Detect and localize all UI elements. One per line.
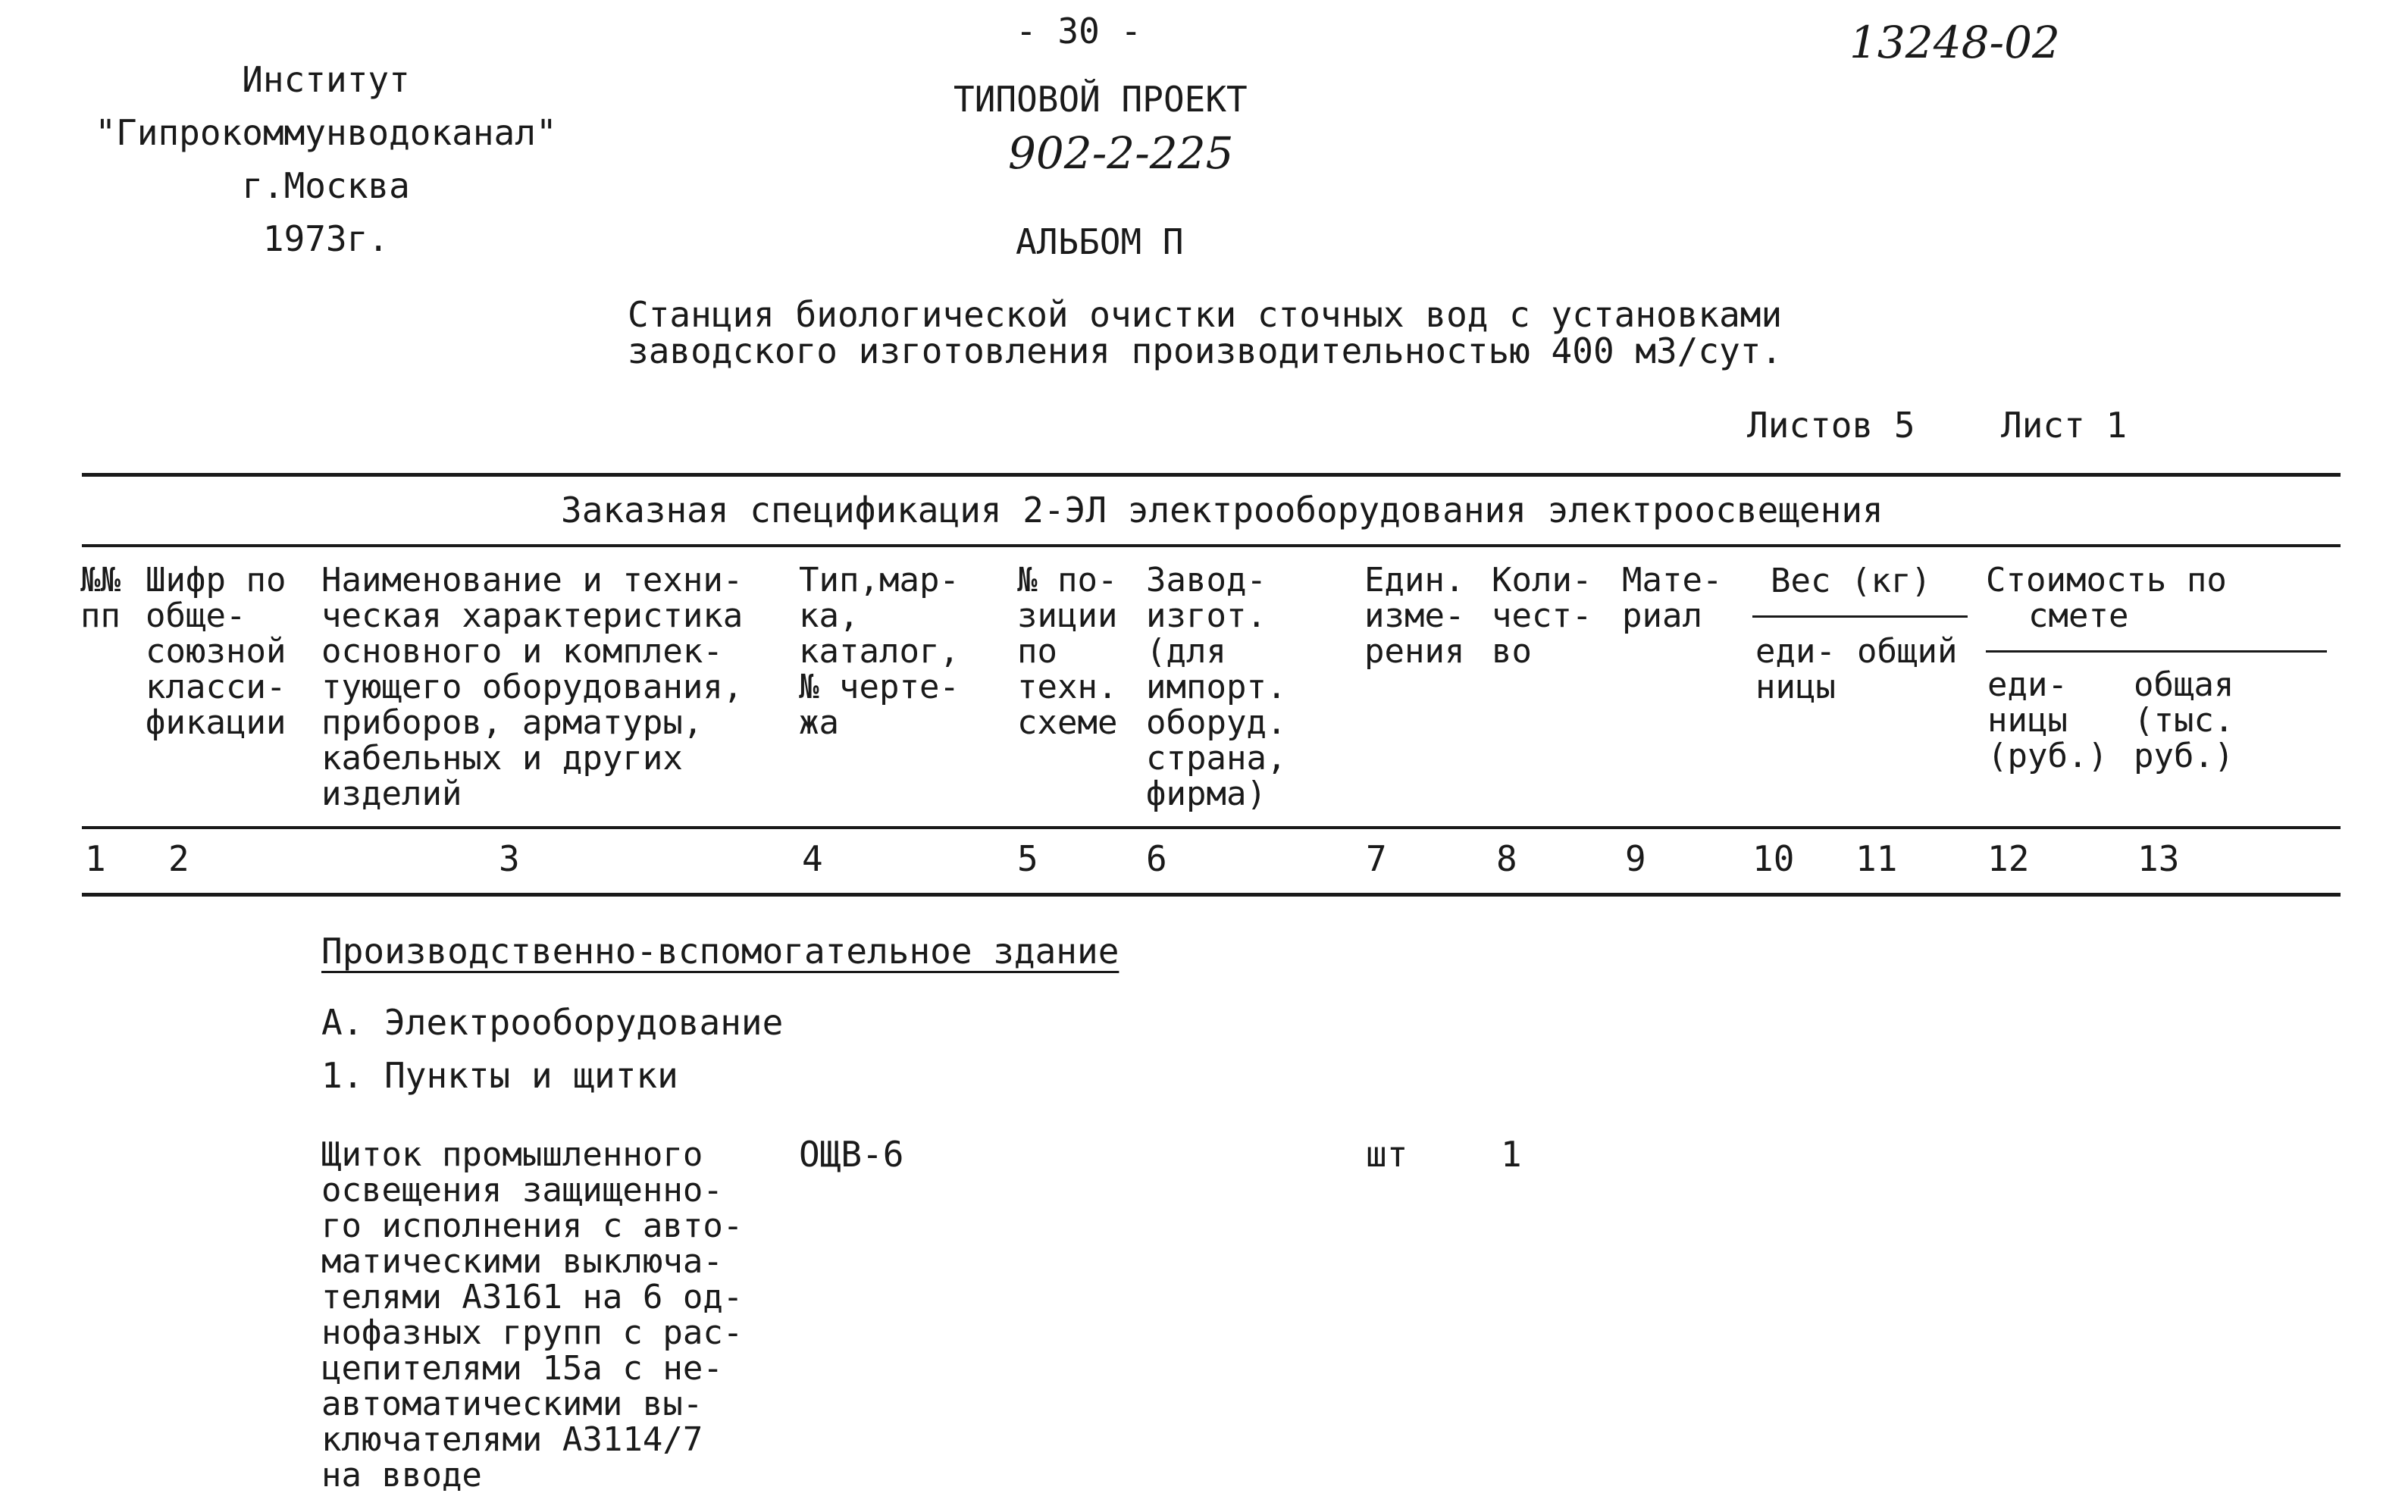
col-number-10: 10 — [1752, 838, 1795, 879]
col-header-3: Наименование и техни- ческая характеристика основного и комплек- тующего оборудования, приборов, арматуры, кабельных и других изделий — [321, 561, 744, 813]
col-number-7: 7 — [1366, 838, 1387, 879]
col-header-7: Един. изме- рения — [1364, 561, 1465, 671]
col-number-8: 8 — [1496, 838, 1517, 879]
col-header-13: общая (тыс. руб.) — [2134, 665, 2234, 775]
weight-group-header: Вес (кг) — [1771, 562, 1931, 600]
col-number-12: 12 — [1987, 838, 2030, 879]
cost-group-header: Стоимость по смете — [1986, 561, 2227, 635]
title-rule — [82, 544, 2341, 547]
col-header-11: общий — [1857, 632, 1958, 671]
sheets-total: Листов 5 — [1747, 405, 1915, 446]
group-heading: 1. Пункты и щитки — [321, 1055, 678, 1096]
archive-code: 13248-02 — [1849, 17, 2060, 68]
item-description: Щиток промышленного освещения защищенно- го исполнения с авто- матическими выключа- телями А3161 на 6 од- нофазных групп с рас- цепителями 15а с не- автоматическими вы- ключателями А3114/7 на вводе — [321, 1135, 744, 1495]
col-header-9: Мате- риал — [1622, 561, 1723, 635]
institute-city: г.Москва — [242, 165, 410, 206]
table-top-rule — [82, 473, 2341, 477]
page-number: - 30 - — [1016, 11, 1142, 52]
col-header-2: Шифр по обще- союзной класси- фикации — [146, 561, 287, 742]
institute-label: Институт — [242, 59, 410, 100]
subject-line-2: заводского изготовления производительностью 400 м3/сут. — [628, 330, 1783, 371]
col-number-11: 11 — [1855, 838, 1898, 879]
project-number: 902-2-225 — [1008, 127, 1234, 179]
subsection-heading: А. Электрооборудование — [321, 1002, 784, 1043]
col-header-12: еди- ницы (руб.) — [1987, 665, 2108, 775]
column-number-rule — [82, 893, 2341, 897]
col-header-4: Тип,мар- ка, каталог, № черте- жа — [799, 561, 960, 742]
item-quantity: 1 — [1501, 1134, 1522, 1175]
col-number-9: 9 — [1625, 838, 1646, 879]
header-bottom-rule — [82, 826, 2341, 829]
subject-line-1: Станция биологической очистки сточных вод с установками — [628, 294, 1783, 335]
institute-year: 1973г. — [262, 218, 390, 259]
col-number-1: 1 — [85, 838, 106, 879]
cost-group-rule — [1986, 650, 2327, 653]
item-type: ОЩВ-6 — [799, 1134, 904, 1175]
col-header-6: Завод- изгот. (для импорт. оборуд. страна, фирма) — [1146, 561, 1287, 813]
sheet-current: Лист 1 — [2001, 405, 2128, 446]
col-header-5: № по- зиции по техн. схеме — [1017, 561, 1118, 742]
item-unit: шт — [1366, 1134, 1408, 1175]
col-header-8: Коли- чест- во — [1492, 561, 1592, 671]
table-title: Заказная спецификация 2-ЭЛ электрооборудования электроосвещения — [561, 490, 1884, 531]
col-header-1: №№ пп — [80, 561, 121, 635]
col-header-10: еди- ницы — [1755, 632, 1836, 706]
col-number-5: 5 — [1017, 838, 1038, 879]
col-number-4: 4 — [802, 838, 823, 879]
institute-name: "Гипрокоммунводоканал" — [95, 112, 557, 153]
project-type: ТИПОВОЙ ПРОЕКТ — [953, 79, 1248, 120]
col-number-13: 13 — [2137, 838, 2180, 879]
album-label: АЛЬБОМ П — [1016, 221, 1184, 262]
col-number-6: 6 — [1146, 838, 1167, 879]
section-heading: Производственно-вспомогательное здание — [321, 931, 1119, 972]
col-number-3: 3 — [499, 838, 520, 879]
weight-group-rule — [1752, 615, 1968, 618]
col-number-2: 2 — [168, 838, 189, 879]
